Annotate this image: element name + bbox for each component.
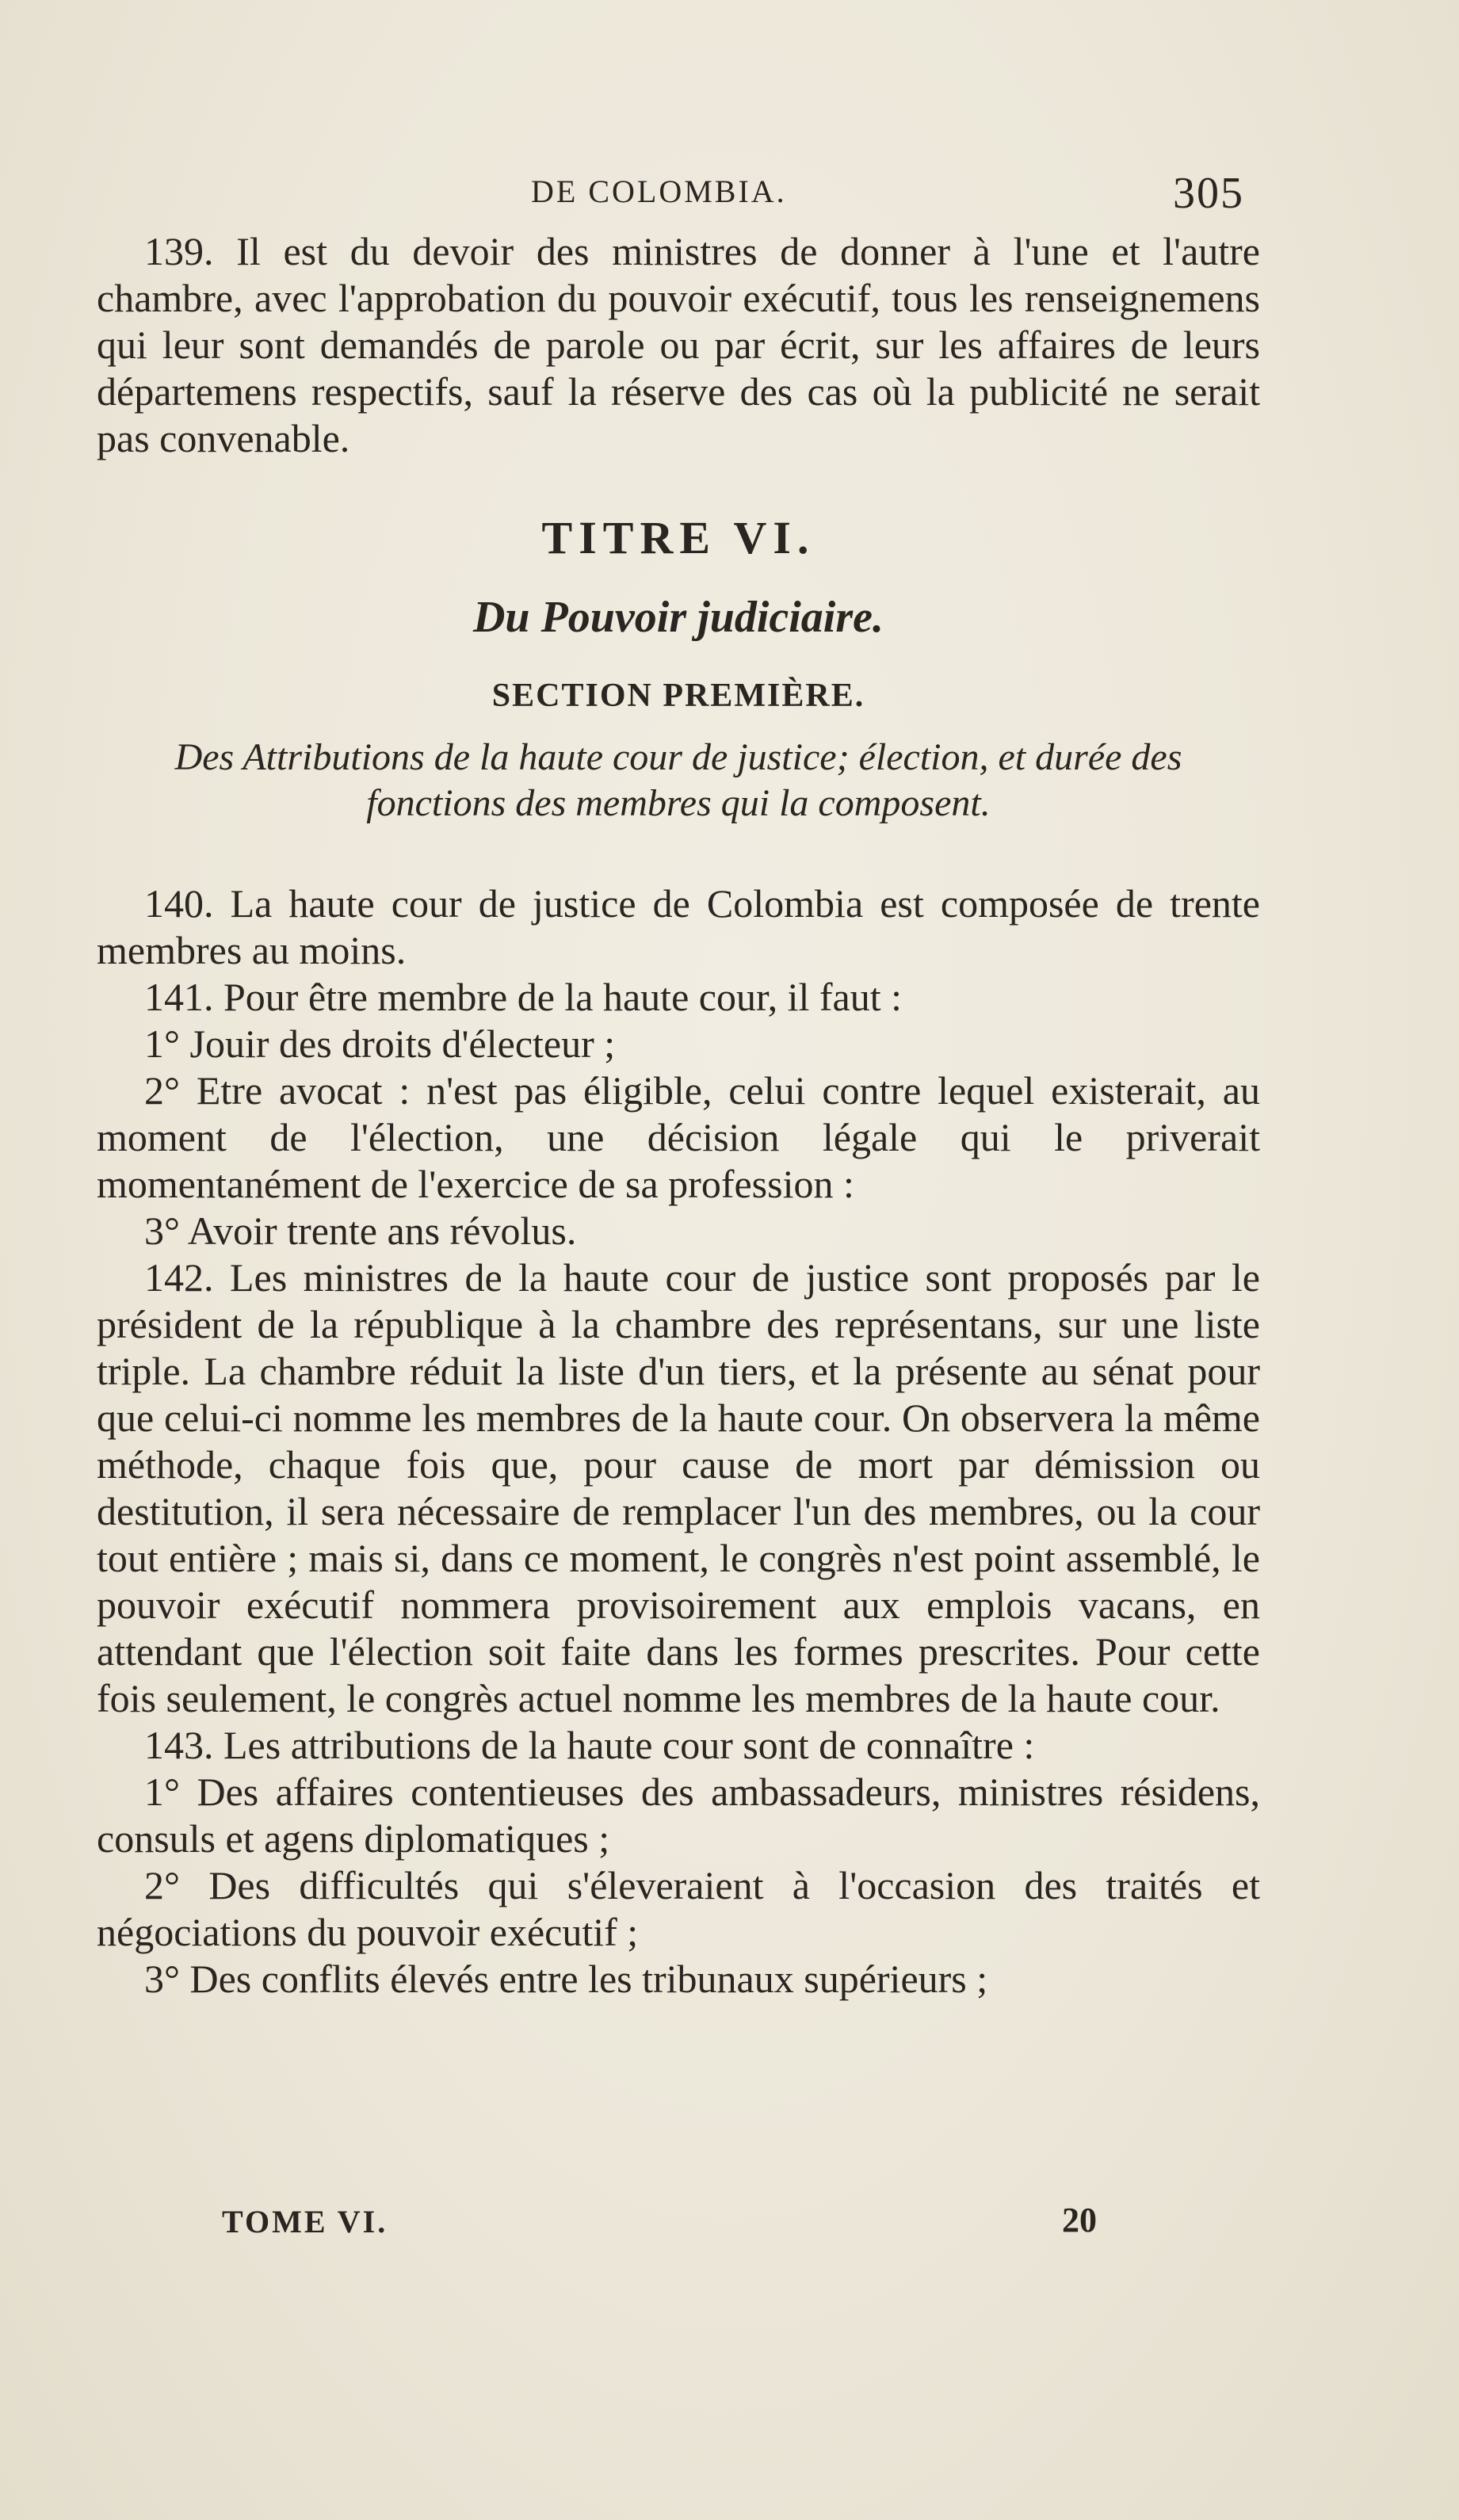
page-number: 305 bbox=[1173, 169, 1244, 218]
volume-label: TOME VI. bbox=[222, 2204, 388, 2239]
running-title: DE COLOMBIA. bbox=[531, 174, 787, 209]
page-footer bbox=[0, 2203, 1459, 2251]
running-head bbox=[0, 169, 1459, 220]
section-description: Des Attributions de la haute cour de justice; élection, et durée des fonctions des membres qui la composent. bbox=[174, 736, 1182, 824]
article-141: 141. Pour être membre de la haute cour, il faut : bbox=[144, 975, 903, 1019]
article-142: 142. Les ministres de la haute cour de justice sont proposés par le président de la république à la chambre des représentans, sur une liste triple. La chambre réduit la liste d'un tiers, et la présente au sénat pour que celui-ci nomme les membres de la haute cour. On observera la même méthode, chaque fois que, pour cause de mort par démission ou destitution, il sera nécessaire de remplacer l'un des membres, ou la cour tout entière ; mais si, dans ce moment, le congrès n'est point assemblé, le pouvoir exécutif nommera provisoirement aux emplois vacans, en attendant que l'élection soit faite dans les formes prescrites. Pour cette fois seulement, le congrès actuel nomme les membres de la haute cour. bbox=[97, 1255, 1260, 1720]
page-body bbox=[97, 228, 1260, 2003]
subtitle-heading: Du Pouvoir judiciaire. bbox=[472, 593, 884, 642]
section-heading: SECTION PREMIÈRE. bbox=[491, 678, 865, 714]
article-143-item-2: 2° Des difficultés qui s'éleveraient à l'occasion des traités et négociations du pouvoir exécutif ; bbox=[97, 1863, 1260, 1954]
signature-mark: 20 bbox=[1062, 2201, 1097, 2239]
article-143: 143. Les attributions de la haute cour sont de connaître : bbox=[144, 1723, 1035, 1767]
article-143-item-1: 1° Des affaires contentieuses des ambassadeurs, ministres résidens, consuls et agens diplomatiques ; bbox=[97, 1770, 1260, 1861]
article-143-item-3: 3° Des conflits élevés entre les tribunaux supérieurs ; bbox=[144, 1957, 988, 2001]
article-141-item-2: 2° Etre avocat : n'est pas éligible, celui contre lequel existerait, au moment de l'élection, une décision légale qui le priverait momentanément de l'exercice de sa profession : bbox=[97, 1068, 1260, 1206]
article-140: 140. La haute cour de justice de Colombia est composée de trente membres au moins. bbox=[97, 881, 1260, 972]
article-141-item-1: 1° Jouir des droits d'électeur ; bbox=[144, 1021, 616, 1066]
article-139: 139. Il est du devoir des ministres de donner à l'une et l'autre chambre, avec l'approbation du pouvoir exécutif, tous les renseignemens qui leur sont demandés de parole ou par écrit, sur les affaires de leurs départemens respectifs, sauf la réserve des cas où la publicité ne serait pas convenable. bbox=[97, 229, 1260, 460]
article-141-item-3: 3° Avoir trente ans révolus. bbox=[144, 1208, 577, 1253]
title-heading: TITRE VI. bbox=[541, 512, 815, 563]
